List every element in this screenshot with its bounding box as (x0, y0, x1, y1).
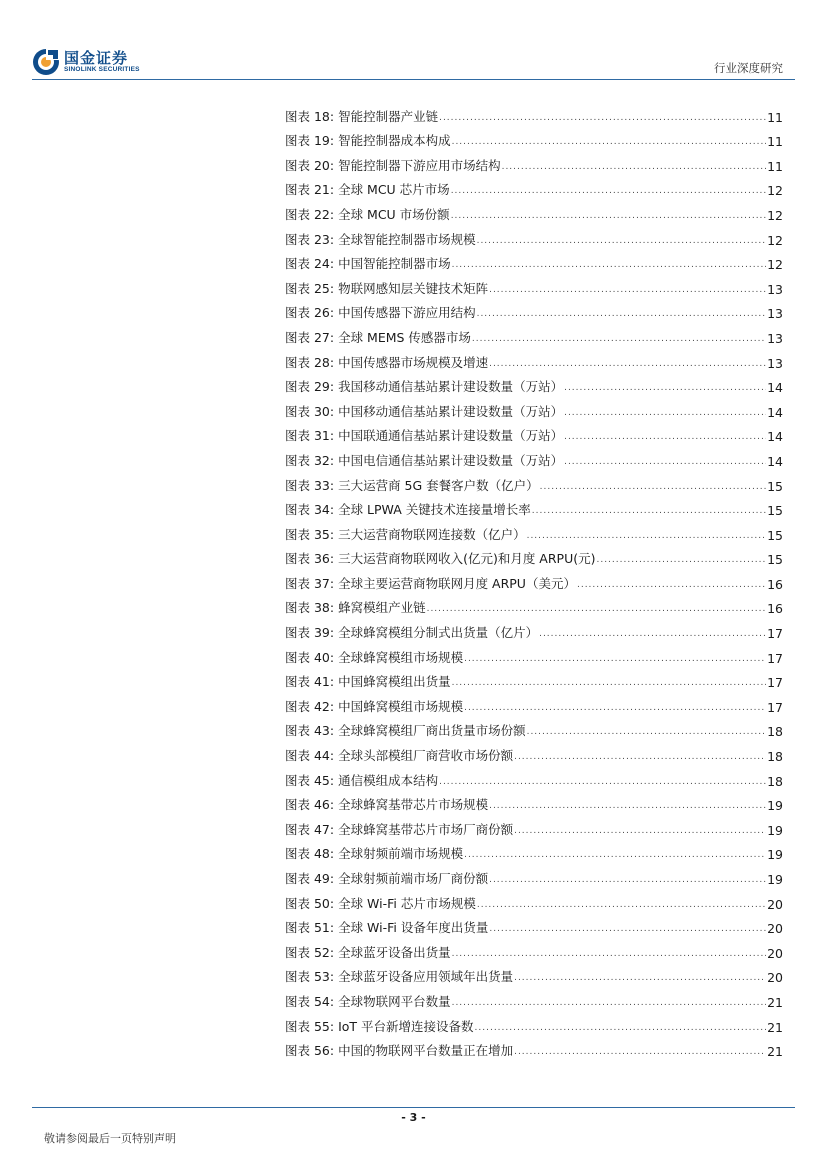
toc-entry-title: 图表 28: 中国传感器市场规模及增速 (285, 354, 489, 370)
toc-leader (527, 725, 767, 739)
toc-entry[interactable] (285, 321, 783, 346)
toc-entry-page: 19 (767, 847, 783, 863)
toc-entry-title: 图表 47: 全球蜂窝基带芯片市场厂商份额 (285, 821, 514, 837)
logo-text-en: SINOLINK SECURITIES (64, 66, 140, 73)
toc-entry-title: 图表 52: 全球蓝牙设备出货量 (285, 944, 451, 960)
toc-leader (577, 578, 766, 592)
toc-entry-title: 图表 31: 中国联通通信基站累计建设数量（万站） (285, 428, 564, 444)
toc-entry-page: 12 (767, 207, 783, 223)
toc-entry-page: 19 (767, 798, 783, 814)
toc-entry[interactable] (285, 1035, 783, 1060)
toc-leader (489, 922, 766, 936)
toc-leader (452, 258, 767, 272)
toc-entry-page: 16 (767, 576, 783, 592)
toc-entry-title: 图表 53: 全球蓝牙设备应用领域年出货量 (285, 969, 514, 985)
toc-entry-title: 图表 46: 全球蜂窝基带芯片市场规模 (285, 797, 489, 813)
toc-entry-title: 图表 22: 全球 MCU 市场份额 (285, 206, 450, 222)
toc-entry-page: 11 (767, 134, 783, 150)
toc-leader (564, 455, 766, 469)
toc-entry[interactable] (285, 420, 783, 445)
toc-entry-title: 图表 35: 三大运营商物联网连接数（亿户） (285, 526, 526, 542)
toc-entry[interactable] (285, 469, 783, 494)
toc-leader (564, 430, 766, 444)
toc-entry[interactable] (285, 887, 783, 912)
toc-entry[interactable] (285, 764, 783, 789)
toc-entry-title: 图表 48: 全球射频前端市场规模 (285, 846, 464, 862)
toc-entry-page: 20 (767, 921, 783, 937)
toc-entry[interactable] (285, 715, 783, 740)
toc-entry-title: 图表 38: 蜂窝模组产业链 (285, 600, 426, 616)
toc-entry-page: 16 (767, 601, 783, 617)
toc-entry[interactable] (285, 100, 783, 125)
toc-entry-title: 图表 20: 智能控制器下游应用市场结构 (285, 157, 501, 173)
toc-entry-title: 图表 30: 中国移动通信基站累计建设数量（万站） (285, 403, 564, 419)
toc-entry-page: 18 (767, 773, 783, 789)
toc-entry-title: 图表 43: 全球蜂窝模组厂商出货量市场份额 (285, 723, 526, 739)
toc-entry-title: 图表 41: 中国蜂窝模组出货量 (285, 674, 451, 690)
toc-leader (564, 381, 766, 395)
toc-entry-title: 图表 34: 全球 LPWA 关键技术连接量增长率 (285, 502, 531, 518)
toc-leader (451, 184, 766, 198)
toc-entry-page: 12 (767, 232, 783, 248)
toc-entry-page: 13 (767, 355, 783, 371)
toc-leader (452, 996, 767, 1010)
toc-leader (477, 307, 767, 321)
toc-entry-title: 图表 24: 中国智能控制器市场 (285, 256, 451, 272)
toc-entry[interactable] (285, 248, 783, 273)
toc-leader (464, 848, 766, 862)
toc-entry-title: 图表 50: 全球 Wi-Fi 芯片市场规模 (285, 895, 476, 911)
toc-leader (477, 898, 766, 912)
toc-entry[interactable] (285, 223, 783, 248)
toc-entry-title: 图表 56: 中国的物联网平台数量正在增加 (285, 1043, 514, 1059)
toc-entry-title: 图表 49: 全球射频前端市场厂商份额 (285, 871, 489, 886)
toc-entry[interactable] (285, 616, 783, 641)
company-logo (32, 46, 162, 78)
toc-leader (439, 775, 766, 789)
toc-entry[interactable] (285, 936, 783, 961)
toc-leader (439, 111, 766, 125)
toc-entry-page: 14 (767, 404, 783, 420)
toc-entry-page: 13 (767, 306, 783, 322)
toc-entry-page: 15 (767, 527, 783, 543)
toc-entry[interactable] (285, 198, 783, 223)
toc-entry[interactable] (285, 297, 783, 322)
toc-entry[interactable] (285, 543, 783, 568)
toc-entry-title: 图表 33: 三大运营商 5G 套餐客户数（亿户） (285, 477, 539, 493)
toc-entry-page: 11 (767, 158, 783, 174)
toc-entry[interactable] (285, 1010, 783, 1035)
toc-entry-page: 14 (767, 429, 783, 445)
toc-entry-page: 19 (767, 822, 783, 838)
toc-entry[interactable] (285, 174, 783, 199)
toc-entry-title: 图表 36: 三大运营商物联网收入(亿元)和月度 ARPU(元) (285, 551, 596, 567)
toc-entry-page: 19 (767, 872, 783, 887)
toc-entry-title: 图表 51: 全球 Wi-Fi 设备年度出货量 (285, 920, 489, 936)
toc-entry-page: 20 (767, 970, 783, 986)
toc-entry[interactable] (285, 518, 783, 543)
toc-entry-title: 图表 54: 全球物联网平台数量 (285, 993, 451, 1009)
toc-entry-page: 11 (767, 109, 783, 125)
toc-entry-title: 图表 23: 全球智能控制器市场规模 (285, 231, 476, 247)
toc-entry-title: 图表 32: 中国电信通信基站累计建设数量（万站） (285, 452, 564, 468)
sinolink-logo-icon (32, 48, 60, 76)
toc-leader (489, 357, 766, 371)
toc-entry[interactable] (285, 912, 783, 937)
toc-leader (489, 799, 766, 813)
toc-entry[interactable] (285, 592, 783, 617)
toc-entry-page: 21 (767, 994, 783, 1010)
toc-entry-page: 18 (767, 749, 783, 765)
toc-leader (452, 947, 767, 961)
toc-entry-page: 14 (767, 453, 783, 469)
toc-entry-title: 图表 29: 我国移动通信基站累计建设数量（万站） (285, 379, 564, 395)
toc-entry[interactable] (285, 567, 783, 592)
toc-entry-page: 21 (767, 1044, 783, 1060)
toc-entry-page: 14 (767, 380, 783, 396)
toc-entry[interactable] (285, 739, 783, 764)
header-divider (32, 79, 795, 80)
toc-entry-title: 图表 18: 智能控制器产业链 (285, 108, 439, 124)
toc-leader (472, 332, 766, 346)
toc-entry-title: 图表 19: 智能控制器成本构成 (285, 133, 451, 149)
logo-text-cn: 国金证券 (64, 49, 129, 67)
toc-entry[interactable] (285, 494, 783, 519)
toc-entry-page: 21 (767, 1019, 783, 1035)
toc-entry[interactable] (285, 346, 783, 371)
toc-entry-title: 图表 21: 全球 MCU 芯片市场 (285, 182, 450, 198)
toc-entry-page: 13 (767, 281, 783, 297)
toc-entry-page: 15 (767, 552, 783, 568)
toc-entry-page: 17 (767, 650, 783, 666)
toc-entry-title: 图表 27: 全球 MEMS 传感器市场 (285, 329, 471, 345)
toc-entry[interactable] (285, 444, 783, 469)
toc-leader (514, 750, 766, 764)
toc-leader (451, 209, 766, 223)
toc-leader (514, 971, 766, 985)
toc-entry[interactable] (285, 838, 783, 863)
toc-entry-page: 17 (767, 699, 783, 715)
toc-leader (452, 135, 767, 149)
toc-entry[interactable] (285, 666, 783, 691)
report-type: 行业深度研究 (714, 61, 783, 75)
toc-leader (532, 504, 766, 518)
toc-entry-page: 20 (767, 896, 783, 912)
toc-leader (564, 406, 766, 420)
toc-leader (514, 1045, 766, 1059)
toc-entry[interactable] (285, 371, 783, 396)
figure-list (285, 100, 783, 1059)
toc-entry-page: 12 (767, 257, 783, 273)
toc-entry-title: 图表 25: 物联网感知层关键技术矩阵 (285, 280, 489, 296)
toc-entry-title: 图表 37: 全球主要运营商物联网月度 ARPU（美元） (285, 575, 576, 591)
toc-entry-title: 图表 45: 通信模组成本结构 (285, 772, 439, 788)
toc-entry-title: 图表 40: 全球蜂窝模组市场规模 (285, 649, 464, 665)
toc-entry-page: 15 (767, 478, 783, 494)
toc-entry-title: 图表 55: IoT 平台新增连接设备数 (285, 1018, 474, 1034)
toc-entry-title: 图表 44: 全球头部模组厂商营收市场份额 (285, 748, 514, 764)
toc-entry-page: 12 (767, 183, 783, 199)
toc-leader (540, 480, 766, 494)
toc-entry-page: 17 (767, 675, 783, 691)
footer-divider (32, 1107, 795, 1108)
toc-entry-page: 20 (767, 945, 783, 961)
toc-leader (527, 529, 767, 543)
toc-leader (489, 873, 766, 887)
toc-leader (427, 602, 767, 616)
toc-entry[interactable] (285, 641, 783, 666)
toc-entry[interactable] (285, 985, 783, 1010)
page-number: - 3 - (401, 1111, 426, 1124)
toc-entry-title: 图表 39: 全球蜂窝模组分制式出货量（亿片） (285, 625, 539, 641)
toc-leader (539, 627, 766, 641)
toc-entry[interactable] (285, 272, 783, 297)
toc-entry[interactable] (285, 395, 783, 420)
toc-leader (475, 1021, 767, 1035)
toc-entry[interactable] (285, 789, 783, 814)
toc-entry[interactable] (285, 813, 783, 838)
toc-leader (489, 283, 766, 297)
toc-entry-page: 18 (767, 724, 783, 740)
toc-entry[interactable] (285, 125, 783, 150)
toc-entry-page: 15 (767, 503, 783, 519)
toc-leader (464, 652, 766, 666)
toc-entry-page: 13 (767, 330, 783, 346)
toc-leader (477, 234, 767, 248)
toc-leader (514, 824, 766, 838)
toc-leader (452, 676, 767, 690)
toc-entry[interactable] (285, 690, 783, 715)
toc-leader (502, 160, 767, 174)
disclaimer-note: 敬请参阅最后一页特别声明 (44, 1132, 176, 1145)
toc-leader (596, 553, 766, 567)
toc-entry[interactable] (285, 961, 783, 986)
toc-entry-title: 图表 42: 中国蜂窝模组市场规模 (285, 698, 464, 714)
toc-entry[interactable] (285, 149, 783, 174)
toc-entry-title: 图表 26: 中国传感器下游应用结构 (285, 305, 476, 321)
toc-entry-page: 17 (767, 626, 783, 642)
toc-leader (464, 701, 766, 715)
toc-entry[interactable] (285, 862, 783, 887)
